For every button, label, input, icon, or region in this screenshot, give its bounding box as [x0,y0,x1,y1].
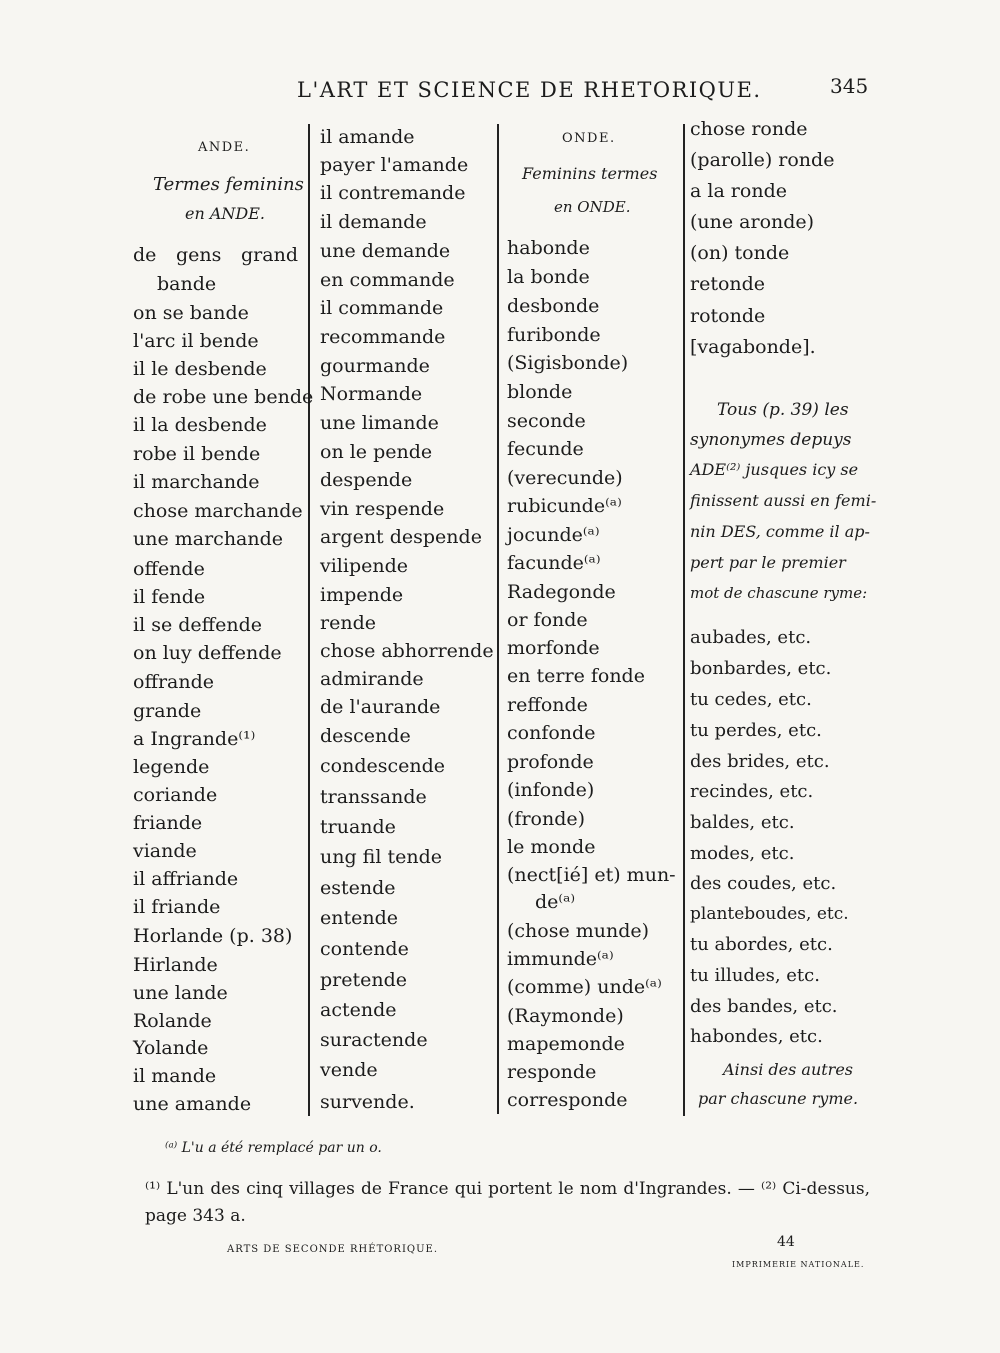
list-item: on luy deffende [133,642,282,664]
list-item: chose marchande [133,500,303,522]
list-item: de robe une bende [133,386,314,408]
list-item: la bonde [507,266,590,288]
page-number: 345 [830,74,869,98]
list-item: on le pende [320,441,433,463]
list-item: de⁽ᵃ⁾ [535,891,576,913]
note-line: synonymes depuys [690,430,852,450]
list-item: (une aronde) [690,211,815,233]
list-item: gourmande [320,355,430,377]
list-item: des bandes, etc. [690,996,838,1017]
list-item: tu cedes, etc. [690,689,812,710]
list-item: modes, etc. [690,843,795,864]
list-item: fecunde [507,438,584,460]
list-item: en commande [320,269,455,291]
list-item: jocunde⁽ᵃ⁾ [507,524,600,546]
list-item: (verecunde) [507,467,623,489]
list-item: vende [320,1059,378,1081]
list-item: (infonde) [507,779,595,801]
list-item: des brides, etc. [690,751,830,772]
list-item: de l'aurande [320,696,441,718]
signature-right: IMPRIMERIE NATIONALE. [732,1260,865,1269]
list-item: offrande [133,671,214,693]
list-item: Hirlande [133,954,218,976]
note-line: mot de chascune ryme: [690,584,868,602]
list-item: chose abhorrende [320,640,494,662]
list-item: contende [320,938,409,960]
list-item: condescende [320,755,446,777]
list-item: transsande [320,786,427,808]
list-item: estende [320,877,396,899]
list-item: recindes, etc. [690,781,814,802]
list-item: rende [320,612,376,634]
closing-line: par chascune ryme. [698,1089,859,1108]
list-item: il le desbende [133,358,267,380]
list-item: (Raymonde) [507,1005,624,1027]
column-subheading: Feminins termes [522,164,658,183]
list-item: il friande [133,896,221,918]
list-item: il amande [320,126,415,148]
list-item: vilipende [320,555,409,577]
list-item: (fronde) [507,808,586,830]
list-item: vin respende [320,498,445,520]
note-line: ADE⁽²⁾ jusques icy se [690,460,859,479]
list-item: mapemonde [507,1033,625,1055]
list-item: une marchande [133,528,284,550]
list-item: il fende [133,586,206,608]
list-item: de gens grand [133,244,298,266]
list-item: l'arc il bende [133,330,259,352]
list-item: il affriande [133,868,239,890]
list-item: il marchande [133,471,260,493]
list-item: Yolande [133,1037,209,1059]
list-item: (chose munde) [507,920,650,942]
column-subheading: en ONDE. [554,198,631,216]
list-item: descende [320,725,411,747]
list-item: aubades, etc. [690,627,812,648]
list-item: planteboudes, etc. [690,904,849,924]
list-item: immunde⁽ᵃ⁾ [507,948,614,970]
list-item: actende [320,999,397,1021]
list-item: entende [320,907,399,929]
list-item: rubicunde⁽ᵃ⁾ [507,495,622,517]
running-title: L'ART ET SCIENCE DE RHETORIQUE. [297,78,762,102]
list-item: il contremande [320,182,466,204]
list-item: responde [507,1061,597,1083]
list-item: furibonde [507,324,601,346]
list-item: (Sigisbonde) [507,352,629,374]
signature-number: 44 [777,1234,795,1250]
list-item: grande [133,700,202,722]
list-item: bonbardes, etc. [690,658,832,679]
list-item: rotonde [690,305,766,327]
list-item: suractende [320,1029,428,1051]
list-item: admirande [320,668,424,690]
footnote-1: ⁽¹⁾ L'un des cinq villages de France qui portent le nom d'Ingrandes. — ⁽²⁾ Ci-dessus, page 343 a. [145,1179,870,1226]
list-item: payer l'amande [320,154,469,176]
list-item: il la desbende [133,414,267,436]
list-item: viande [133,840,197,862]
list-item: corresponde [507,1089,628,1111]
note-line: nin DES, comme il ap- [690,522,870,541]
list-item: legende [133,756,210,778]
list-item: morfonde [507,637,600,659]
list-item: (nect[ié] et) mun- [507,864,676,886]
list-item: offende [133,558,205,580]
note-line: pert par le premier [690,553,846,572]
list-item: [vagabonde]. [690,336,816,358]
closing-line: Ainsi des autres [723,1060,853,1079]
list-item: bande [157,273,217,295]
list-item: desbonde [507,295,600,317]
list-item: il commande [320,297,444,319]
list-item: une demande [320,240,451,262]
column-heading: ONDE. [562,131,616,146]
list-item: argent despende [320,526,482,548]
list-item: habonde [507,237,590,259]
list-item: a Ingrande⁽¹⁾ [133,728,256,750]
list-item: une lande [133,982,228,1004]
list-item: ung fil tende [320,846,442,868]
list-item: Rolande [133,1010,212,1032]
list-item: confonde [507,722,596,744]
list-item: robe il bende [133,443,261,465]
list-item: des coudes, etc. [690,873,837,894]
list-item: Radegonde [507,581,616,603]
list-item: facunde⁽ᵃ⁾ [507,552,601,574]
list-item: profonde [507,751,594,773]
list-item: il se deffende [133,614,263,636]
list-item: blonde [507,381,573,403]
list-item: recommande [320,326,446,348]
list-item: truande [320,816,396,838]
note-line: finissent aussi en femi- [690,491,877,510]
list-item: pretende [320,969,408,991]
column-rule-3 [683,124,685,1116]
list-item: (comme) unde⁽ᵃ⁾ [507,976,662,998]
list-item: (parolle) ronde [690,149,835,171]
list-item: survende. [320,1091,415,1113]
list-item: impende [320,584,404,606]
list-item: une limande [320,412,439,434]
list-item: baldes, etc. [690,812,795,833]
list-item: despende [320,469,413,491]
list-item: une amande [133,1093,252,1115]
list-item: (on) tonde [690,242,790,264]
running-header [0,70,1000,110]
column-subheading: Termes feminins [153,174,304,195]
list-item: il demande [320,211,427,233]
list-item: Horlande (p. 38) [133,925,293,947]
footnote-a: ⁽ᵃ⁾ L'u a été remplacé par un o. [165,1140,382,1156]
list-item: en terre fonde [507,665,645,687]
list-item: friande [133,812,203,834]
column-rule-1 [308,124,310,1116]
list-item: on se bande [133,302,249,324]
list-item: tu illudes, etc. [690,965,820,986]
list-item: a la ronde [690,180,787,202]
column-subheading: en ANDE. [185,204,266,223]
list-item: chose ronde [690,118,808,140]
list-item: habondes, etc. [690,1026,823,1047]
list-item: le monde [507,836,596,858]
list-item: tu abordes, etc. [690,934,833,955]
list-item: Normande [320,383,423,405]
list-item: coriande [133,784,218,806]
list-item: seconde [507,410,586,432]
signature-left: ARTS DE SECONDE RHÉTORIQUE. [227,1244,439,1255]
column-heading: ANDE. [198,140,251,155]
list-item: retonde [690,273,766,295]
list-item: il mande [133,1065,217,1087]
column-rule-2 [497,124,499,1114]
list-item: or fonde [507,609,588,631]
list-item: reffonde [507,694,588,716]
list-item: tu perdes, etc. [690,720,822,741]
note-line: Tous (p. 39) les [717,400,849,420]
